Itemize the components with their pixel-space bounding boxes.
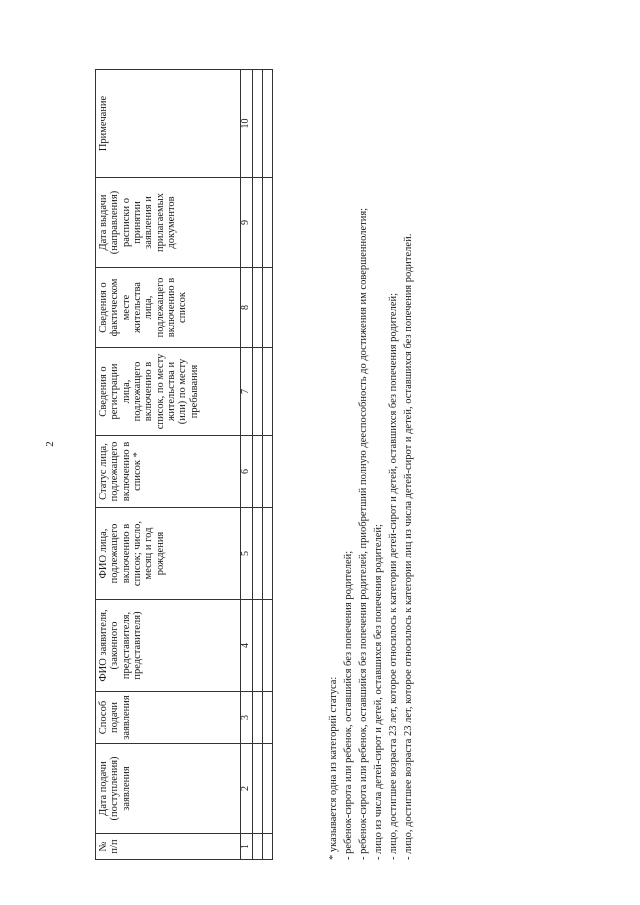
column-header: Дата выдачи (направления) расписки о принятии заявления и прилагаемых документов: [96, 178, 241, 268]
footnote-item: - лицо, достигшее возраста 23 лет, которое относилось к категории лиц из числа детей-сирот и детей, оставшихся без попечения родителей.: [402, 233, 414, 860]
table-cell: [263, 178, 273, 268]
table-cell: [263, 744, 273, 834]
column-number: 9: [241, 178, 253, 268]
column-number: 8: [241, 268, 253, 348]
footnote-item: - ребенок-сирота или ребенок, оставшийся без попечения родителей, приобретший полную дееспособность до достижения им совершеннолетия;: [357, 207, 369, 860]
page-number: 2: [44, 441, 56, 447]
table-cell: [253, 600, 263, 692]
table-cell: [263, 70, 273, 178]
column-header: Сведения о регистрации лица, подлежащего включению в список, по месту жительства и (или) по месту пребывания: [96, 348, 241, 436]
table-cell: [253, 436, 263, 508]
column-header: Сведения о фактическом месте жительства лица, подлежащего включению в список: [96, 268, 241, 348]
footnote-intro: * указывается одна из категорий статуса:: [328, 676, 339, 860]
column-number: 4: [241, 600, 253, 692]
column-header: Примечание: [96, 70, 241, 178]
table-cell: [253, 268, 263, 348]
table-cell: [263, 436, 273, 508]
column-number: 7: [241, 348, 253, 436]
footnotes: [327, 70, 416, 860]
table-cell: [253, 744, 263, 834]
column-header: ФИО заявителя, (законного представителя, представителя): [96, 600, 241, 692]
column-number: 6: [241, 436, 253, 508]
table-cell: [263, 348, 273, 436]
register-table: [95, 69, 273, 860]
table-row: [263, 70, 273, 860]
footnote-item: - лицо из числа детей-сирот и детей, оставшихся без попечения родителей;: [372, 524, 384, 860]
table-row: [253, 70, 263, 860]
header-row: [96, 70, 241, 860]
table-cell: [253, 70, 263, 178]
table-cell: [253, 178, 263, 268]
column-header: Дата подачи (поступления) заявления: [96, 744, 241, 834]
table-cell: [263, 834, 273, 860]
column-header: Способ подачи заявления: [96, 692, 241, 744]
table-cell: [253, 692, 263, 744]
table-cell: [253, 834, 263, 860]
column-header: № п/п: [96, 834, 241, 860]
table-cell: [263, 268, 273, 348]
column-number-row: [241, 70, 253, 860]
rotated-sheet: [95, 70, 540, 860]
column-number: 1: [241, 834, 253, 860]
table-cell: [263, 600, 273, 692]
column-number: 2: [241, 744, 253, 834]
table-cell: [263, 692, 273, 744]
table-cell: [263, 508, 273, 600]
table-cell: [253, 348, 263, 436]
table-cell: [253, 508, 263, 600]
footnote-item: - лицо, достигшее возраста 23 лет, которое относилось к категории детей-сирот и детей, оставшихся без попечения родителей;: [387, 292, 399, 860]
column-header: ФИО лица, подлежащего включению в список; число, месяц и год рождения: [96, 508, 241, 600]
column-number: 5: [241, 508, 253, 600]
footnote-item: - ребенок-сирота или ребенок, оставшийся без попечения родителей;: [342, 550, 354, 860]
column-number: 3: [241, 692, 253, 744]
column-header: Статус лица, подлежащего включению в список *: [96, 436, 241, 508]
column-number: 10: [241, 70, 253, 178]
